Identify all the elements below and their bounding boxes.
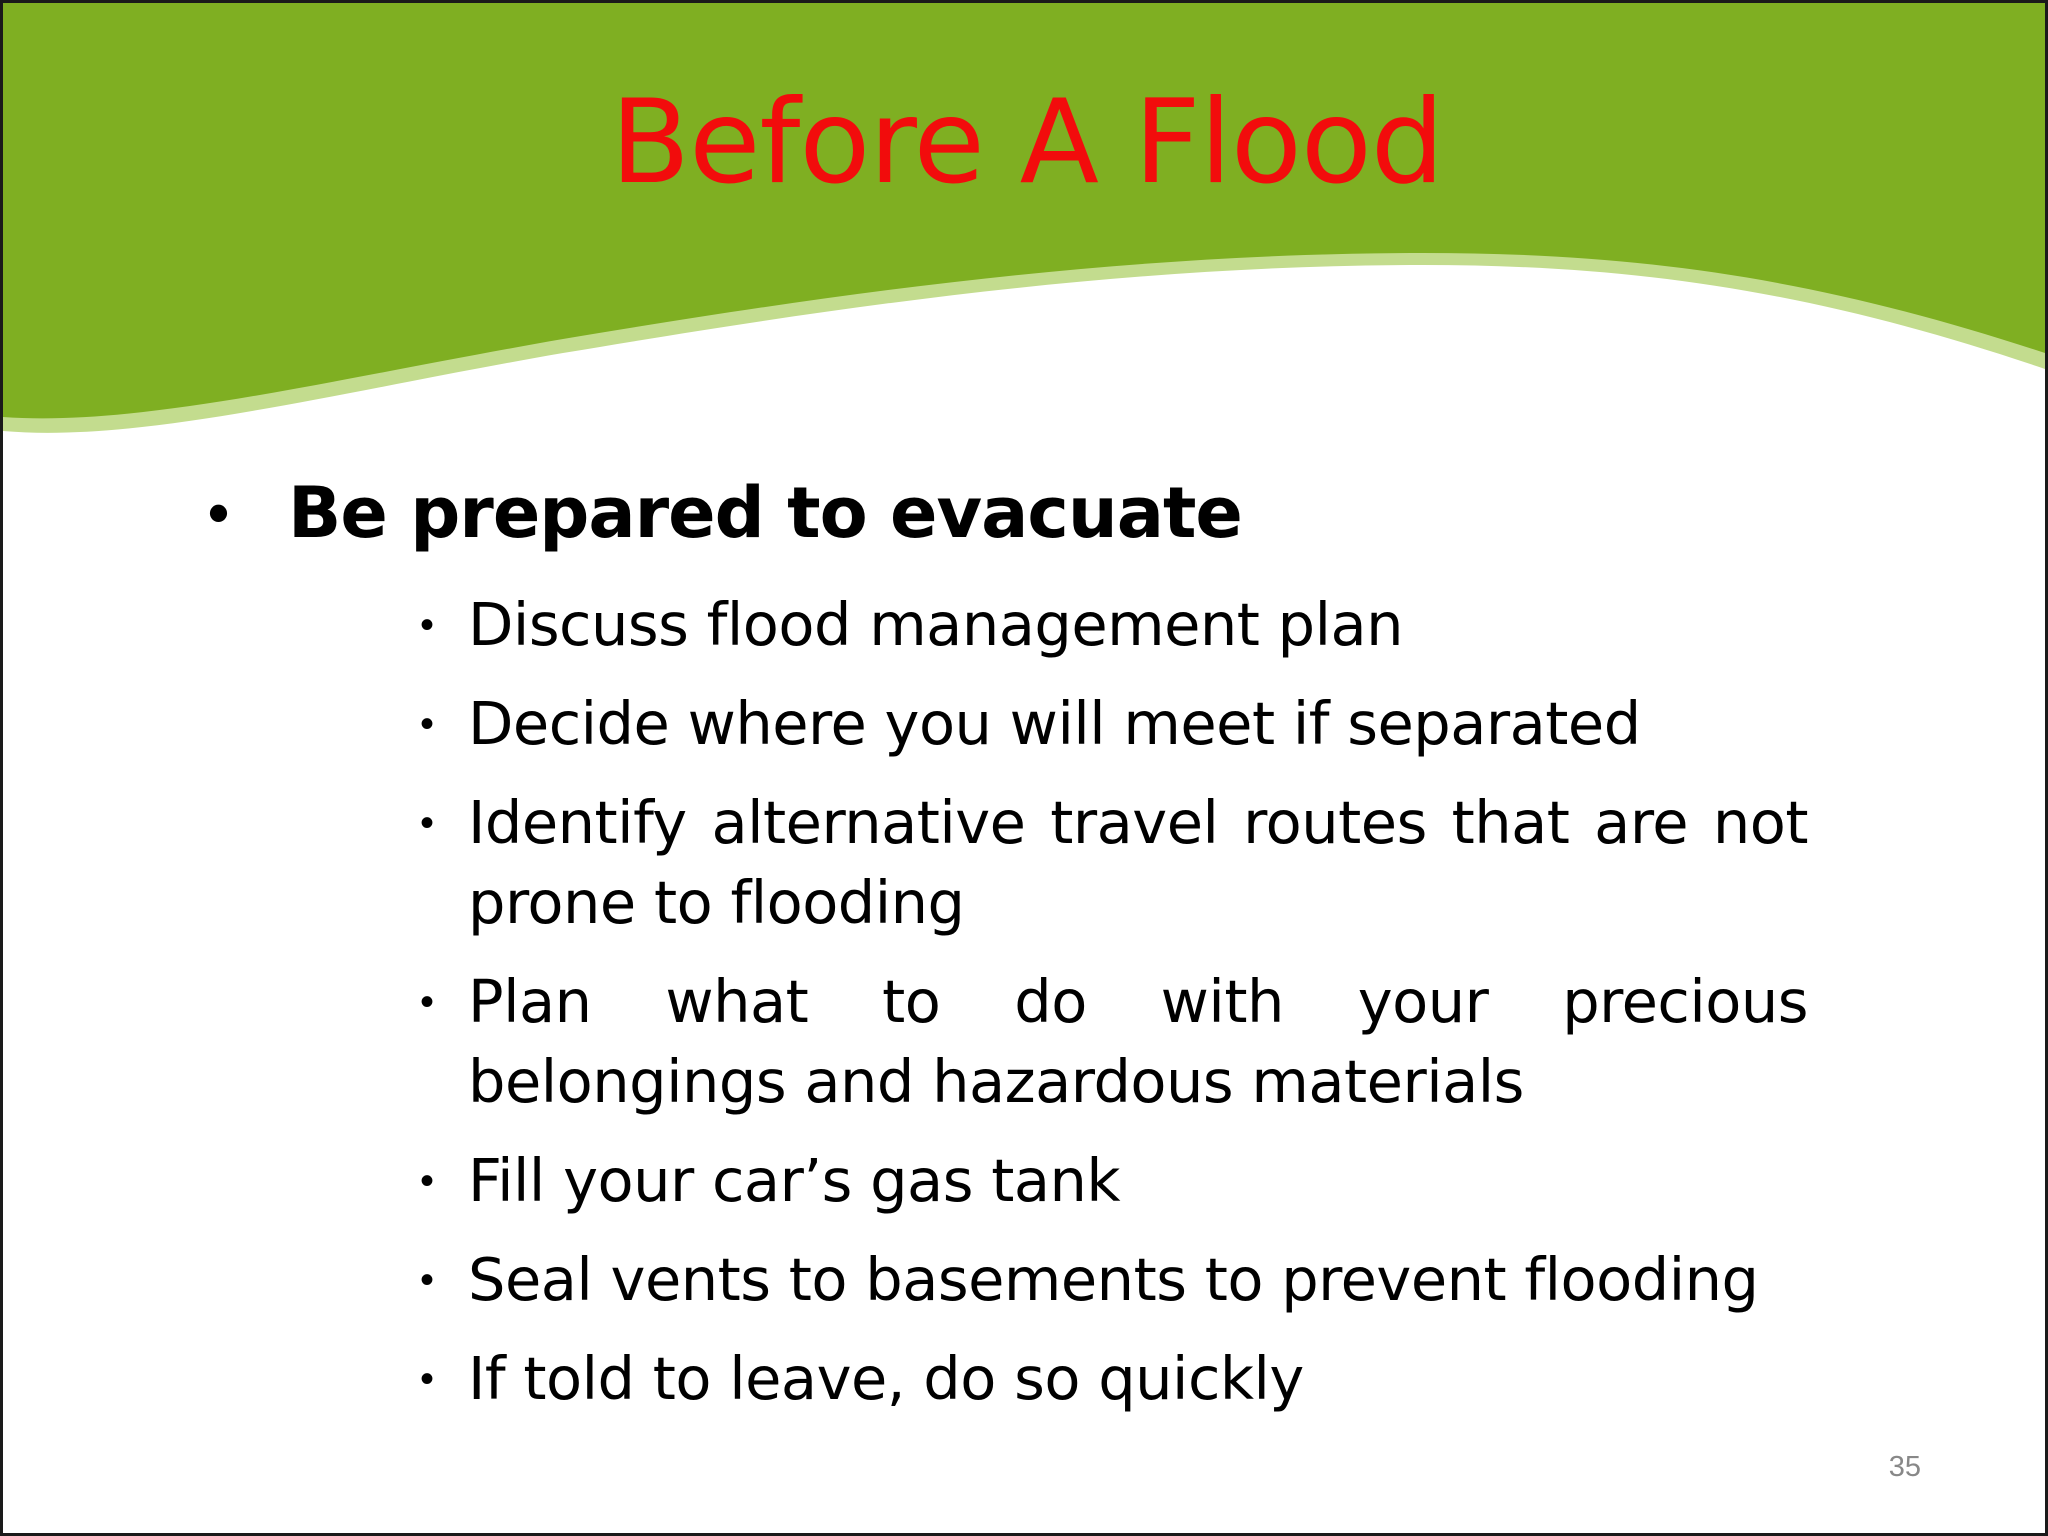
list-item-text: If told to leave, do so quickly <box>468 1344 1304 1413</box>
list-item <box>418 1339 1808 1419</box>
list-item-text: Plan what to do with your precious belongings and hazardous materials <box>468 967 1808 1116</box>
page-number: 35 <box>1888 1451 1921 1483</box>
bullet-dot-icon: • <box>420 1357 435 1401</box>
list-item-text: Identify alternative travel routes that are not prone to flooding <box>468 788 1808 937</box>
list-item-text: Seal vents to basements to prevent flooding <box>468 1245 1759 1314</box>
slide-title: Before A Flood <box>610 75 1444 210</box>
list-item <box>418 1141 1808 1221</box>
list-item <box>418 585 1808 665</box>
bullet-dot-icon: • <box>420 603 435 647</box>
bullet-dot-icon: • <box>420 980 435 1024</box>
list-item-text: Decide where you will meet if separated <box>468 689 1641 758</box>
bullet-dot-icon: • <box>420 801 435 845</box>
bullet-dot-icon: • <box>420 702 435 746</box>
list-item <box>418 1240 1808 1320</box>
bullet-dot-icon: • <box>420 1258 435 1302</box>
list-item <box>418 962 1808 1122</box>
list-item <box>418 684 1808 764</box>
main-bullet <box>208 471 1242 555</box>
list-item-text: Fill your car’s gas tank <box>468 1146 1121 1215</box>
bullet-dot-icon: • <box>420 1159 435 1203</box>
list-item-text: Discuss flood management plan <box>468 590 1404 659</box>
green-wave-banner <box>3 3 2048 463</box>
list-item <box>418 783 1808 943</box>
main-bullet-text: Be prepared to evacuate <box>288 472 1242 554</box>
sub-bullet-list <box>418 585 1808 1438</box>
bullet-dot-icon: • <box>208 479 230 546</box>
